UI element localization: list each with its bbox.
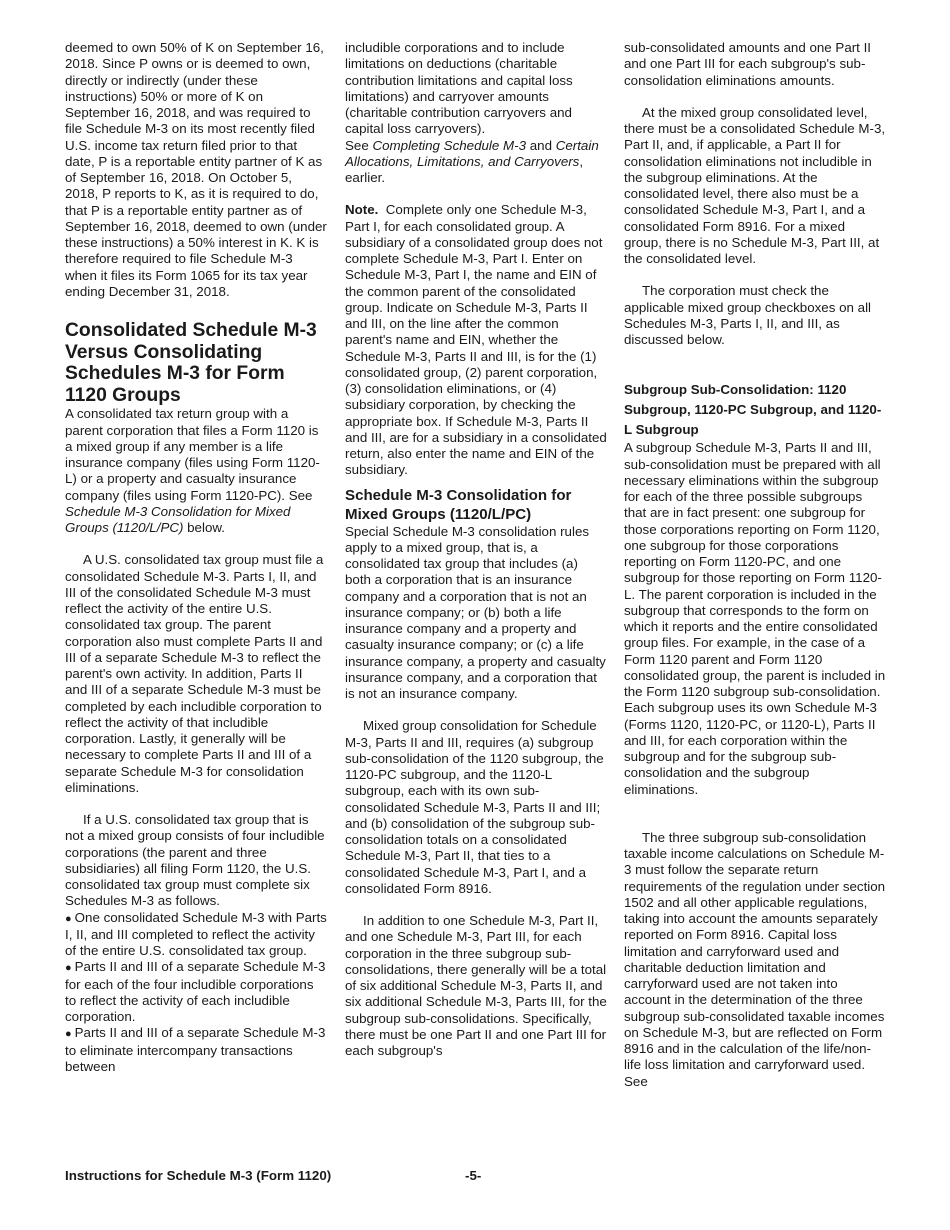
paragraph: A U.S. consolidated tax group must file a consolidated Schedule M-3. Parts I, II, and III of the consolidated Schedule M-3 must reflect the activity of the entire U.S. consolidated tax group. The parent corporation also must complete Parts II and III of a separate Schedule M-3 to reflect the parent's own activity. In addition, Parts II and III of a separate Schedule M-3 must be completed by each includible corporation to reflect the activity of that includible corporation. Lastly, it generally will be necessary to complete Parts II and III of a separate Schedule M-3 for consolidation eliminations. xyxy=(65,552,324,795)
paragraph: If a U.S. consolidated tax group that is not a mixed group consists of four includible corporations (the parent and three subsidiaries) all filing Form 1120, the U.S. consolidated tax group must complete six Schedules M-3 as follows. xyxy=(65,812,325,909)
column-1 xyxy=(65,40,327,1075)
paragraph: A consolidated tax return group with a parent corporation that files a Form 1120 is a mixed group if any member is a life insurance company (files using Form 1120-L) or a property and casualty insurance company (files using Form 1120-PC). See Schedule M-3 Consolidation for Mixed Groups (1120/L/PC) below. xyxy=(65,406,320,536)
footer-title: Instructions for Schedule M-3 (Form 1120) xyxy=(65,1168,332,1183)
cross-reference: Completing Schedule M-3 xyxy=(372,137,527,153)
paragraph: The three subgroup sub-consolidation taxable income calculations on Schedule M-3 must follow the separate return requirements of the regulation under section 1502 and all other applicable regulations, taking into account the amounts separately reported on Form 8916. Capital loss limitation and carryforward used and charitable deduction limitation and carryforward used are not taken into account in the determination of the three subgroup sub-consolidated taxable incomes on Schedule M-3, but are reflected on Form 8916 and in the calculation of the life/non-life loss limitation and carryforward used. See xyxy=(624,829,886,1089)
section-heading: Consolidated Schedule M-3 Versus Consolidating Schedules M-3 for Form 1120 Groups xyxy=(65,320,317,406)
section-heading: Schedule M-3 Consolidation for Mixed Groups (1120/L/PC) xyxy=(345,486,572,523)
paragraph: A subgroup Schedule M-3, Parts II and III, sub-consolidation must be prepared with all necessary eliminations within the subgroup for each of the three possible subgroups that are in fact present: one subgroup for those corporations reporting on Form 1120, one subgroup for those corporations reporting on Form 1120-PC, and one subgroup for those reporting on Form 1120-L. The parent corporation is included in the subgroup that corresponds to the form on which it reports and the entire consolidated group files. For example, in the case of a Form 1120 parent and Form 1120 consolidated group, the parent is included in the Form 1120 subgroup sub-consolidation. Each subgroup uses its own Schedule M-3 (Forms 1120, 1120-PC, or 1120-L), Parts II and III, for each corporation within the subgroup and for the subgroup sub-consolidation and the subgroup eliminations. xyxy=(624,440,886,797)
bullet-icon: ● xyxy=(65,1028,72,1041)
column-2 xyxy=(345,40,607,1059)
paragraph: Mixed group consolidation for Schedule M-3, Parts II and III, requires (a) subgroup sub-consolidation of the 1120 subgroup, the 1120-PC subgroup, and the 1120-L subgroup, each with its own sub-consolidated Schedule M-3, Parts II and III; and (b) consolidation of the subgroup sub-consolidation totals on a consolidated Schedule M-3, Part II, that ties to a consolidated Schedule M-3, Part I, and a consolidated Form 8916. xyxy=(345,718,604,896)
paragraph: In addition to one Schedule M-3, Part II, and one Schedule M-3, Part III, for each corporation in the three subgroup sub-consolidations, there generally will be a total of six additional Schedule M-3, Parts II, and six additional Schedule M-3, Parts III, for the subgroup sub-consolidations. Specifically, there must be one Part II and one Part III for each subgroup's xyxy=(345,913,607,1058)
bullet-icon: ● xyxy=(65,962,72,975)
paragraph: Special Schedule M-3 consolidation rules apply to a mixed group, that is, a consolidated tax group that includes (a) both a corporation that is an insurance company and a corporation that is not an insurance company; or (b) both a life insurance company and a property and casualty insurance company; or (c) a life insurance company, a property and casualty insurance company, and a corporation that is not an insurance company. xyxy=(345,523,606,701)
bullet-icon: ● xyxy=(65,912,72,925)
section-heading: Subgroup Sub-Consolidation: 1120 Subgroup, 1120-PC Subgroup, and 1120-L Subgroup xyxy=(624,382,882,438)
column-3 xyxy=(624,40,886,1090)
note-label: Note. xyxy=(345,202,379,218)
cross-reference: Schedule M-3 Consolidation for Mixed Groups (1120/L/PC) xyxy=(65,503,291,536)
paragraph: sub-consolidated amounts and one Part II and one Part III for each subgroup's sub-consolidation eliminations amounts. xyxy=(624,40,872,88)
paragraph: At the mixed group consolidated level, there must be a consolidated Schedule M-3, Part II, and, if applicable, a Part II for consolidation eliminations not includible in the subgroup eliminations. At the consolidated level, there also must be a consolidated Schedule M-3, Part I, and a consolidated Form 8916. For a mixed group, there is no Schedule M-3, Part III, at the consolidated level. xyxy=(624,104,886,266)
paragraph: See Completing Schedule M-3 and Certain Allocations, Limitations, and Carryovers, earlier. xyxy=(345,137,599,185)
paragraph: The corporation must check the applicable mixed group checkboxes on all Schedules M-3, Parts I, II, and III, as discussed below. xyxy=(624,283,872,347)
list-item: ● Parts II and III of a separate Schedule M-3 to eliminate intercompany transactions between xyxy=(65,1025,326,1074)
list-item: ● Parts II and III of a separate Schedule M-3 for each of the four includible corporations to reflect the activity of each includible corporation. xyxy=(65,959,326,1025)
page-number: -5- xyxy=(465,1168,482,1183)
cross-reference: Certain Allocations, Limitations, and Carryovers xyxy=(345,137,599,169)
paragraph: deemed to own 50% of K on September 16, 2018. Since P owns or is deemed to own, directly or indirectly (under these instructions) 50% or more of K on September 16, 2018, and was required to file Schedule M-3 on its most recently filed U.S. income tax return filed prior to that date, P is a reportable entity partner of K as of September 16, 2018. On October 5, 2018, P reports to K, as it is required to do, that P is a reportable entity partner as of September 16, 2018, deemed to own (under these instructions) a 50% interest in K. K is therefore required to file Schedule M-3 when it files its Form 1065 for its tax year ending December 31, 2018. xyxy=(65,40,327,299)
list-item: ● One consolidated Schedule M-3 with Parts I, II, and III completed to reflect the activity of the entire U.S. consolidated tax group. xyxy=(65,909,327,959)
bullet-list xyxy=(65,910,327,1076)
note-paragraph: Note. Complete only one Schedule M-3, Part I, for each consolidated group. A subsidiary of a consolidated group does not complete Schedule M-3, Part I. Enter on Schedule M-3, Part I, the name and EIN of the common parent of the consolidated group. Indicate on Schedule M-3, Parts II and III, on the line after the common parent's name and EIN, whether the Schedule M-3, Parts II and III, is for the (1) consolidated group, (2) parent corporation, (3) consolidation eliminations, or (4) subsidiary corporation, by checking the appropriate box. If Schedule M-3, Parts II and III, are for a subsidiary in a consolidated return, also enter the name and EIN of the subsidiary. xyxy=(345,202,607,478)
paragraph: includible corporations and to include limitations on deductions (charitable contribution limitations and capital loss limitations) and carryover amounts (charitable contribution carryovers and capital loss carryovers). xyxy=(345,40,573,137)
